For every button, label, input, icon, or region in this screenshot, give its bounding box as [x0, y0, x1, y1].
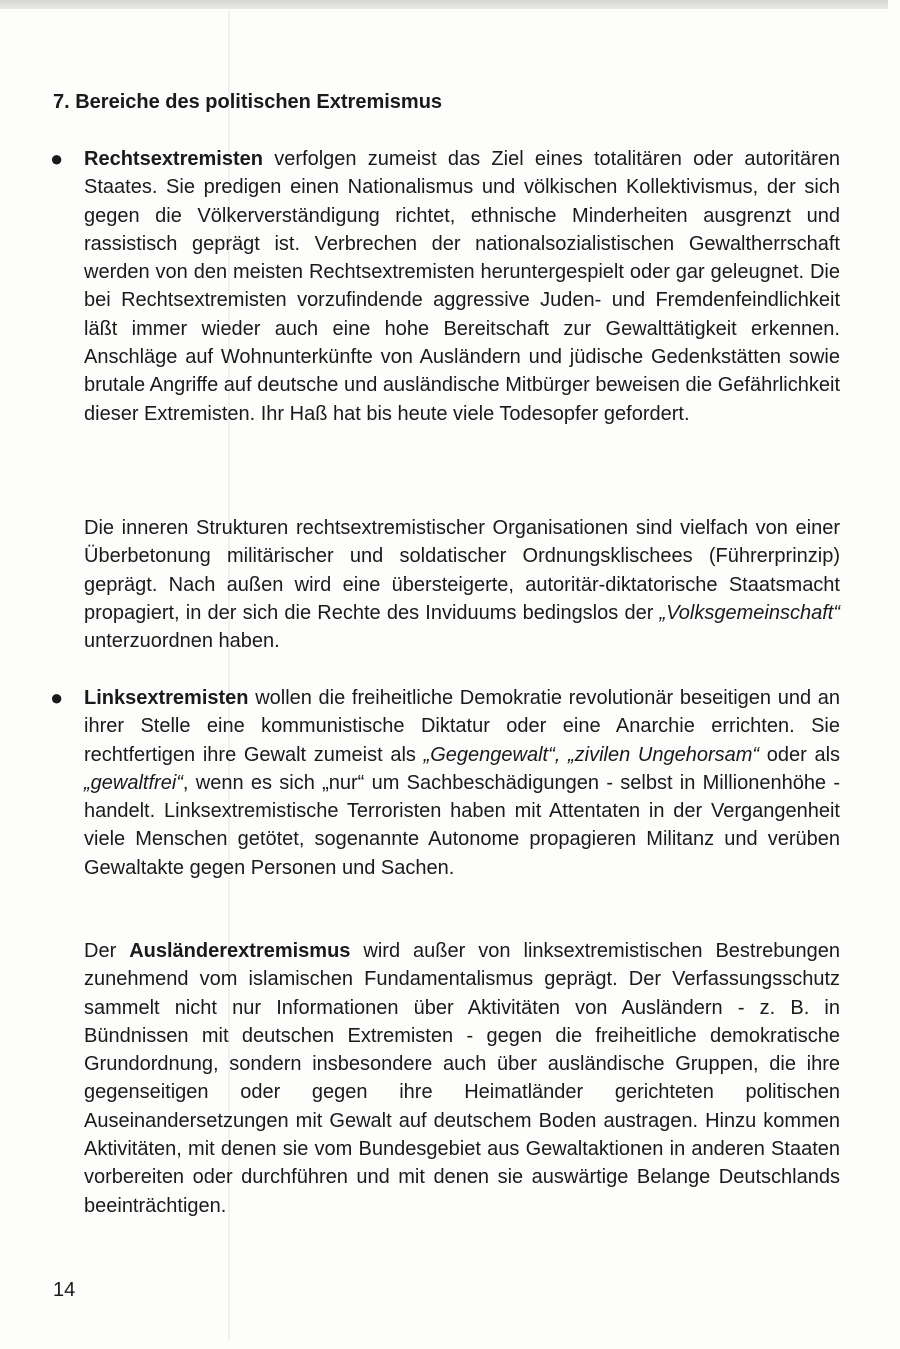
paragraph-text: wird außer von linksextremistischen Bestrebungen zunehmend vom islamischen Fundamentalismus geprägt. Der Verfassungsschutz sammelt nicht nur Informationen über Aktivitäten von Ausländern - z. B. in Bündnissen mit deutschen Extremisten - gegen die freiheitliche demokratische Grundordnung, sondern insbesondere auch über ausländische Gruppen, die ihre gegenseitigen oder gegen ihre Heimatländer gerichteten politischen Auseinandersetzungen mit Gewalt auf deutschem Boden austragen. Hinzu kommen Aktivitäten, mit denen sie vom Bundesgebiet aus Gewaltaktionen in anderen Staaten vorbereiten oder durchführen und mit denen sie auswärtige Belange Deutschlands beeinträchtigen.: [84, 940, 840, 1217]
paragraph-text: oder als: [759, 743, 841, 766]
emphasis-volksgemeinschaft: „Volksgemeinschaft“: [659, 601, 840, 624]
term-linksextremisten: Linksextremisten: [84, 687, 249, 709]
bullet-icon: ●: [50, 685, 64, 710]
top-border: [0, 0, 888, 9]
emphasis-gewaltfrei: „gewaltfrei“: [84, 771, 183, 794]
emphasis-gegengewalt: „Gegengewalt“, „zivilen Ungehorsam“: [423, 743, 760, 766]
term-auslaenderextremismus: Ausländerextremismus: [129, 940, 351, 962]
paragraph-text: wollen die freiheitliche Demokratie revolutionär beseitigen und an ihrer Stelle eine kommunistische Diktatur oder eine Anarchie errichten. Sie rechtfertigen ihre Gewalt zumeist als: [84, 687, 840, 766]
paragraph-rechtsextremisten: [84, 145, 840, 428]
paragraph-strukturen: [84, 514, 840, 655]
paragraph-auslaenderextremismus: [84, 937, 840, 1220]
paragraph-text: , wenn es sich „nur“ um Sachbeschädigungen - selbst in Millionenhöhe - handelt. Linksextremistische Terroristen haben mit Attentaten in der Vergangenheit viele Menschen getötet, sogenannte Autonome propagieren Militanz und verüben Gewaltakte gegen Personen und Sachen.: [84, 771, 840, 879]
bullet-icon: ●: [50, 146, 64, 171]
paragraph-text: Der: [84, 940, 130, 962]
term-rechtsextremisten: Rechtsextremisten: [84, 148, 263, 170]
page-number: 14: [53, 1279, 76, 1301]
section-heading: 7. Bereiche des politischen Extremismus: [53, 91, 443, 113]
paragraph-text: verfolgen zumeist das Ziel eines totalitären oder autoritären Staates. Sie predigen einen Nationalismus und völkischen Kollektivismus, der sich gegen die Völkerverständigung richtet, ethnische Minderheiten ausgrenzt und rassistisch geprägt ist. Verbrechen der nationalsozialistischen Gewaltherrschaft werden von den meisten Rechtsextremisten heruntergespielt oder gar geleugnet. Die bei Rechtsextremisten vorzufindende aggressive Juden- und Fremdenfeindlichkeit läßt immer wieder auch eine hohe Bereitschaft zur Gewalttätigkeit erkennen. Anschläge auf Wohnunterkünfte von Ausländern und jüdische Gedenkstätten sowie brutale Angriffe auf deutsche und ausländische Mitbürger beweisen die Gefährlichkeit dieser Extremisten. Ihr Haß hat bis heute viele Todesopfer gefordert.: [84, 148, 840, 425]
paragraph-linksextremisten: [84, 684, 840, 882]
paragraph-text: Die inneren Strukturen rechtsextremistischer Organisationen sind vielfach von einer Überbetonung militärischer und soldatischer Ordnungsklischees (Führerprinzip) geprägt. Nach außen wird eine übersteigerte, autoritär-diktatorische Staatsmacht propagiert, in der sich die Rechte des Inviduums bedingslos der: [84, 517, 840, 624]
paragraph-text: unterzuordnen haben.: [84, 630, 280, 653]
